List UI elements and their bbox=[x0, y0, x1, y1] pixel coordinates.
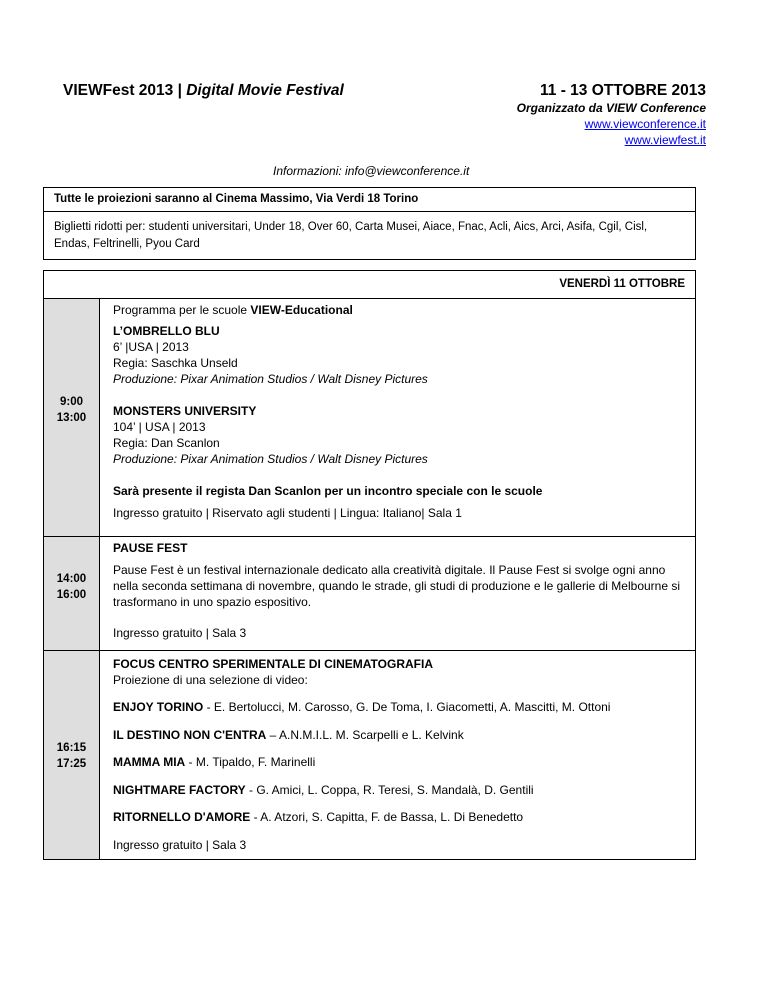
entry-info: Ingresso gratuito | Sala 3 bbox=[113, 626, 247, 640]
schedule-row-educational bbox=[44, 299, 695, 537]
festival-subtitle: Digital Movie Festival bbox=[186, 82, 344, 99]
event-title: PAUSE FEST bbox=[113, 541, 188, 555]
time-cell bbox=[44, 299, 100, 536]
film-director: Regia: Saschka Unseld bbox=[113, 356, 238, 370]
list-item: MAMMA MIA - M. Tipaldo, F. Marinelli bbox=[113, 755, 316, 769]
film-info: 104’ | USA | 2013 bbox=[113, 420, 206, 434]
event-title: FOCUS CENTRO SPERIMENTALE DI CINEMATOGRAFIA bbox=[113, 657, 434, 671]
info-contact: Informazioni: info@viewconference.it bbox=[273, 164, 470, 178]
festival-title bbox=[63, 82, 344, 100]
schedule-row-csc-focus bbox=[44, 651, 695, 859]
festival-name: VIEWFest 2013 | bbox=[63, 82, 187, 99]
time-start: 16:15 bbox=[56, 742, 87, 754]
time-end: 16:00 bbox=[56, 589, 87, 601]
time-start: 14:00 bbox=[56, 573, 87, 585]
film-production: Produzione: Pixar Animation Studios / Walt Disney Pictures bbox=[113, 372, 428, 386]
time-end: 17:25 bbox=[56, 758, 87, 770]
schedule-header bbox=[44, 271, 695, 299]
tickets-text: Biglietti ridotti per: studenti universitari, Under 18, Over 60, Carta Musei, Aiace, Fnac, Acli, Aics, Arci, Asifa, Cgil, Cisl, Endas, Feltrinelli, Pyou Card bbox=[54, 221, 648, 250]
film-production: Produzione: Pixar Animation Studios / Walt Disney Pictures bbox=[113, 452, 428, 466]
time-start: 9:00 bbox=[59, 396, 84, 408]
organizer: Organizzato da VIEW Conference bbox=[516, 101, 706, 115]
entry-info: Ingresso gratuito | Riservato agli studenti | Lingua: Italiano| Sala 1 bbox=[113, 506, 462, 520]
program-line bbox=[113, 302, 687, 318]
schedule-table bbox=[43, 270, 696, 860]
link-viewfest[interactable]: www.viewfest.it bbox=[624, 133, 706, 147]
event-subtitle: Proiezione di una selezione di video: bbox=[113, 673, 308, 687]
time-end: 13:00 bbox=[56, 412, 87, 424]
list-item: ENJOY TORINO - E. Bertolucci, M. Carosso, G. De Toma, I. Giacometti, A. Mascitti, M. Ottoni bbox=[113, 700, 611, 714]
link-viewconference[interactable]: www.viewconference.it bbox=[584, 117, 706, 131]
schedule-day: VENERDÌ 11 OTTOBRE bbox=[559, 278, 685, 290]
film-title: MONSTERS UNIVERSITY bbox=[113, 404, 257, 418]
event-description: Pause Fest è un festival internazionale dedicato alla creatività digitale. Il Pause Fest si svolge ogni anno nella seconda settimana di novembre, quando le strade, gli studi di produzione e le gallerie di Melbourne si trasformano in uno spazio espositivo. bbox=[113, 563, 681, 609]
list-item: IL DESTINO NON C'ENTRA – A.N.M.I.L. M. Scarpelli e L. Kelvink bbox=[113, 728, 464, 742]
time-cell bbox=[44, 651, 100, 859]
time-cell bbox=[44, 537, 100, 650]
info-divider bbox=[44, 211, 695, 212]
venue-text: Tutte le proiezioni saranno al Cinema Massimo, Via Verdi 18 Torino bbox=[54, 193, 419, 205]
entry-info: Ingresso gratuito | Sala 3 bbox=[113, 838, 247, 852]
schedule-row-pause-fest bbox=[44, 537, 695, 651]
list-item: RITORNELLO D'AMORE - A. Atzori, S. Capitta, F. de Bassa, L. Di Benedetto bbox=[113, 810, 524, 824]
film-info: 6’ |USA | 2013 bbox=[113, 340, 189, 354]
info-box bbox=[43, 187, 696, 260]
festival-dates: 11 - 13 OTTOBRE 2013 bbox=[540, 82, 706, 99]
film-director: Regia: Dan Scanlon bbox=[113, 436, 220, 450]
program-prefix: Programma per le scuole bbox=[113, 303, 251, 317]
program-name: VIEW-Educational bbox=[250, 303, 353, 317]
special-event: Sarà presente il regista Dan Scanlon per un incontro speciale con le scuole bbox=[113, 484, 543, 498]
list-item: NIGHTMARE FACTORY - G. Amici, L. Coppa, R. Teresi, S. Mandalà, D. Gentili bbox=[113, 783, 534, 797]
film-title: L’OMBRELLO BLU bbox=[113, 324, 220, 338]
